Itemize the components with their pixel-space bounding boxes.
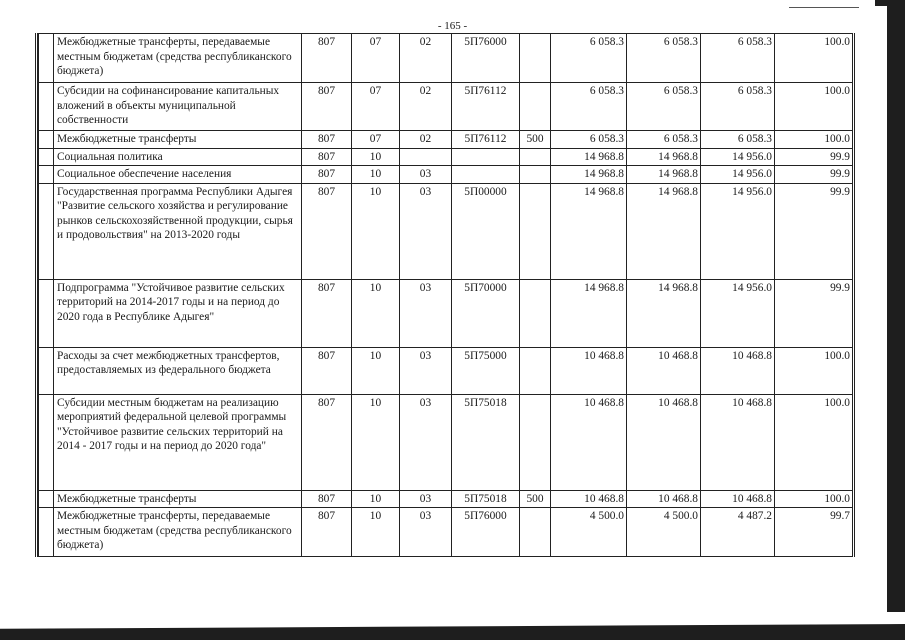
cell-rz: 07 [352,83,400,131]
cell-name: Межбюджетные трансферты [54,490,302,508]
cell-csr: 5П76000 [452,508,520,557]
cell-vr: 500 [520,490,551,508]
cell-blank [39,148,54,166]
scan-edge-bottom [0,624,905,640]
cell-vr: 500 [520,131,551,149]
cell-rz: 10 [352,394,400,490]
cell-blank [39,131,54,149]
cell-sum-actual: 14 956.0 [701,166,775,184]
cell-vr [520,394,551,490]
cell-csr [452,166,520,184]
cell-sum-actual: 14 956.0 [701,183,775,279]
cell-name: Субсидии на софинансирование капитальных вложений в объекты муниципальной собственности [54,83,302,131]
cell-rz: 10 [352,490,400,508]
cell-sum-refined: 6 058.3 [627,34,701,83]
cell-vr [520,279,551,347]
cell-sum-refined: 10 468.8 [627,490,701,508]
cell-name: Социальная политика [54,148,302,166]
cell-vr [520,347,551,394]
cell-ved: 807 [302,347,352,394]
table-row [39,166,854,184]
cell-vr [520,508,551,557]
cell-blank [39,347,54,394]
cell-csr: 5П00000 [452,183,520,279]
cell-sum-refined: 14 968.8 [627,279,701,347]
cell-rz: 10 [352,148,400,166]
cell-vr [520,166,551,184]
cell-pr [400,148,452,166]
cell-sum-planned: 6 058.3 [551,34,627,83]
cell-ved: 807 [302,490,352,508]
cell-ved: 807 [302,394,352,490]
cell-sum-refined: 14 968.8 [627,183,701,279]
cell-ved: 807 [302,131,352,149]
budget-table-body [39,34,854,557]
table-row [39,83,854,131]
cell-sum-planned: 10 468.8 [551,347,627,394]
cell-percent: 100.0 [775,347,854,394]
cell-ved: 807 [302,183,352,279]
cell-pr: 03 [400,394,452,490]
cell-csr: 5П76112 [452,83,520,131]
table-row [39,148,854,166]
cell-sum-actual: 10 468.8 [701,347,775,394]
cell-percent: 99.7 [775,508,854,557]
cell-sum-actual: 14 956.0 [701,279,775,347]
table-row [39,183,854,279]
cell-pr: 03 [400,508,452,557]
cell-sum-actual: 14 956.0 [701,148,775,166]
cell-sum-planned: 10 468.8 [551,394,627,490]
cell-vr [520,183,551,279]
cell-name: Социальное обеспечение населения [54,166,302,184]
cell-ved: 807 [302,279,352,347]
scan-edge-right [887,0,905,612]
cell-ved: 807 [302,166,352,184]
cell-sum-refined: 10 468.8 [627,347,701,394]
cell-name: Государственная программа Республики Адыгея "Развитие сельского хозяйства и регулирование рынков сельскохозяйственной продукции, сырья и продовольствия" на 2013-2020 годы [54,183,302,279]
cell-pr: 03 [400,183,452,279]
cell-pr: 03 [400,490,452,508]
cell-sum-actual: 10 468.8 [701,490,775,508]
cell-sum-planned: 14 968.8 [551,166,627,184]
table-row [39,508,854,557]
budget-table-wrapper [35,33,856,557]
cell-percent: 99.9 [775,183,854,279]
cell-vr [520,148,551,166]
cell-percent: 100.0 [775,490,854,508]
cell-percent: 99.9 [775,166,854,184]
cell-pr: 02 [400,83,452,131]
cell-sum-refined: 14 968.8 [627,148,701,166]
cell-percent: 100.0 [775,394,854,490]
cell-blank [39,166,54,184]
cell-rz: 10 [352,166,400,184]
cell-vr [520,83,551,131]
cell-sum-refined: 4 500.0 [627,508,701,557]
cell-sum-planned: 10 468.8 [551,490,627,508]
cell-pr: 03 [400,347,452,394]
cell-csr: 5П75018 [452,490,520,508]
cell-ved: 807 [302,508,352,557]
cell-name: Межбюджетные трансферты [54,131,302,149]
cell-percent: 100.0 [775,131,854,149]
cell-csr: 5П75018 [452,394,520,490]
cell-ved: 807 [302,83,352,131]
cell-csr: 5П76000 [452,34,520,83]
cell-rz: 10 [352,347,400,394]
cell-rz: 07 [352,131,400,149]
cell-sum-planned: 6 058.3 [551,83,627,131]
cell-sum-planned: 14 968.8 [551,148,627,166]
cell-blank [39,508,54,557]
cell-percent: 100.0 [775,83,854,131]
cell-name: Субсидии местным бюджетам на реализацию мероприятий федеральной целевой программы "Устойчивое развитие сельских территорий на 2014 - 2017 годы и на период до 2020 года" [54,394,302,490]
cell-sum-actual: 10 468.8 [701,394,775,490]
table-row [39,131,854,149]
cell-name: Межбюджетные трансферты, передаваемые местным бюджетам (средства республиканского бюджета) [54,34,302,83]
cell-pr: 02 [400,131,452,149]
cell-ved: 807 [302,34,352,83]
cell-blank [39,490,54,508]
table-row [39,34,854,83]
cell-csr: 5П70000 [452,279,520,347]
cell-percent: 100.0 [775,34,854,83]
cell-pr: 02 [400,34,452,83]
cell-sum-actual: 6 058.3 [701,131,775,149]
page-number: - 165 - [437,20,468,32]
cell-sum-planned: 14 968.8 [551,279,627,347]
table-row [39,490,854,508]
cell-blank [39,83,54,131]
cell-sum-refined: 14 968.8 [627,166,701,184]
cell-blank [39,34,54,83]
cell-sum-refined: 6 058.3 [627,83,701,131]
budget-table [38,33,855,557]
cell-ved: 807 [302,148,352,166]
cell-sum-actual: 4 487.2 [701,508,775,557]
cell-pr: 03 [400,279,452,347]
cell-sum-planned: 4 500.0 [551,508,627,557]
cell-blank [39,183,54,279]
cell-sum-actual: 6 058.3 [701,83,775,131]
cell-name: Подпрограмма "Устойчивое развитие сельских территорий на 2014-2017 годы и на период до 2020 года в Республике Адыгея" [54,279,302,347]
table-row [39,347,854,394]
cell-sum-planned: 14 968.8 [551,183,627,279]
cell-csr [452,148,520,166]
cell-rz: 10 [352,279,400,347]
cell-sum-refined: 6 058.3 [627,131,701,149]
cell-sum-refined: 10 468.8 [627,394,701,490]
cell-vr [520,34,551,83]
cell-name: Расходы за счет межбюджетных трансфертов, предоставляемых из федерального бюджета [54,347,302,394]
cell-csr: 5П76112 [452,131,520,149]
table-row [39,279,854,347]
cell-percent: 99.9 [775,279,854,347]
cell-percent: 99.9 [775,148,854,166]
cell-blank [39,279,54,347]
cell-rz: 07 [352,34,400,83]
cell-sum-actual: 6 058.3 [701,34,775,83]
cell-pr: 03 [400,166,452,184]
cell-rz: 10 [352,508,400,557]
cell-sum-planned: 6 058.3 [551,131,627,149]
table-row [39,394,854,490]
cell-csr: 5П75000 [452,347,520,394]
cell-blank [39,394,54,490]
cell-name: Межбюджетные трансферты, передаваемые местным бюджетам (средства республиканского бюджета) [54,508,302,557]
cell-rz: 10 [352,183,400,279]
scan-dash-mark [789,7,859,8]
